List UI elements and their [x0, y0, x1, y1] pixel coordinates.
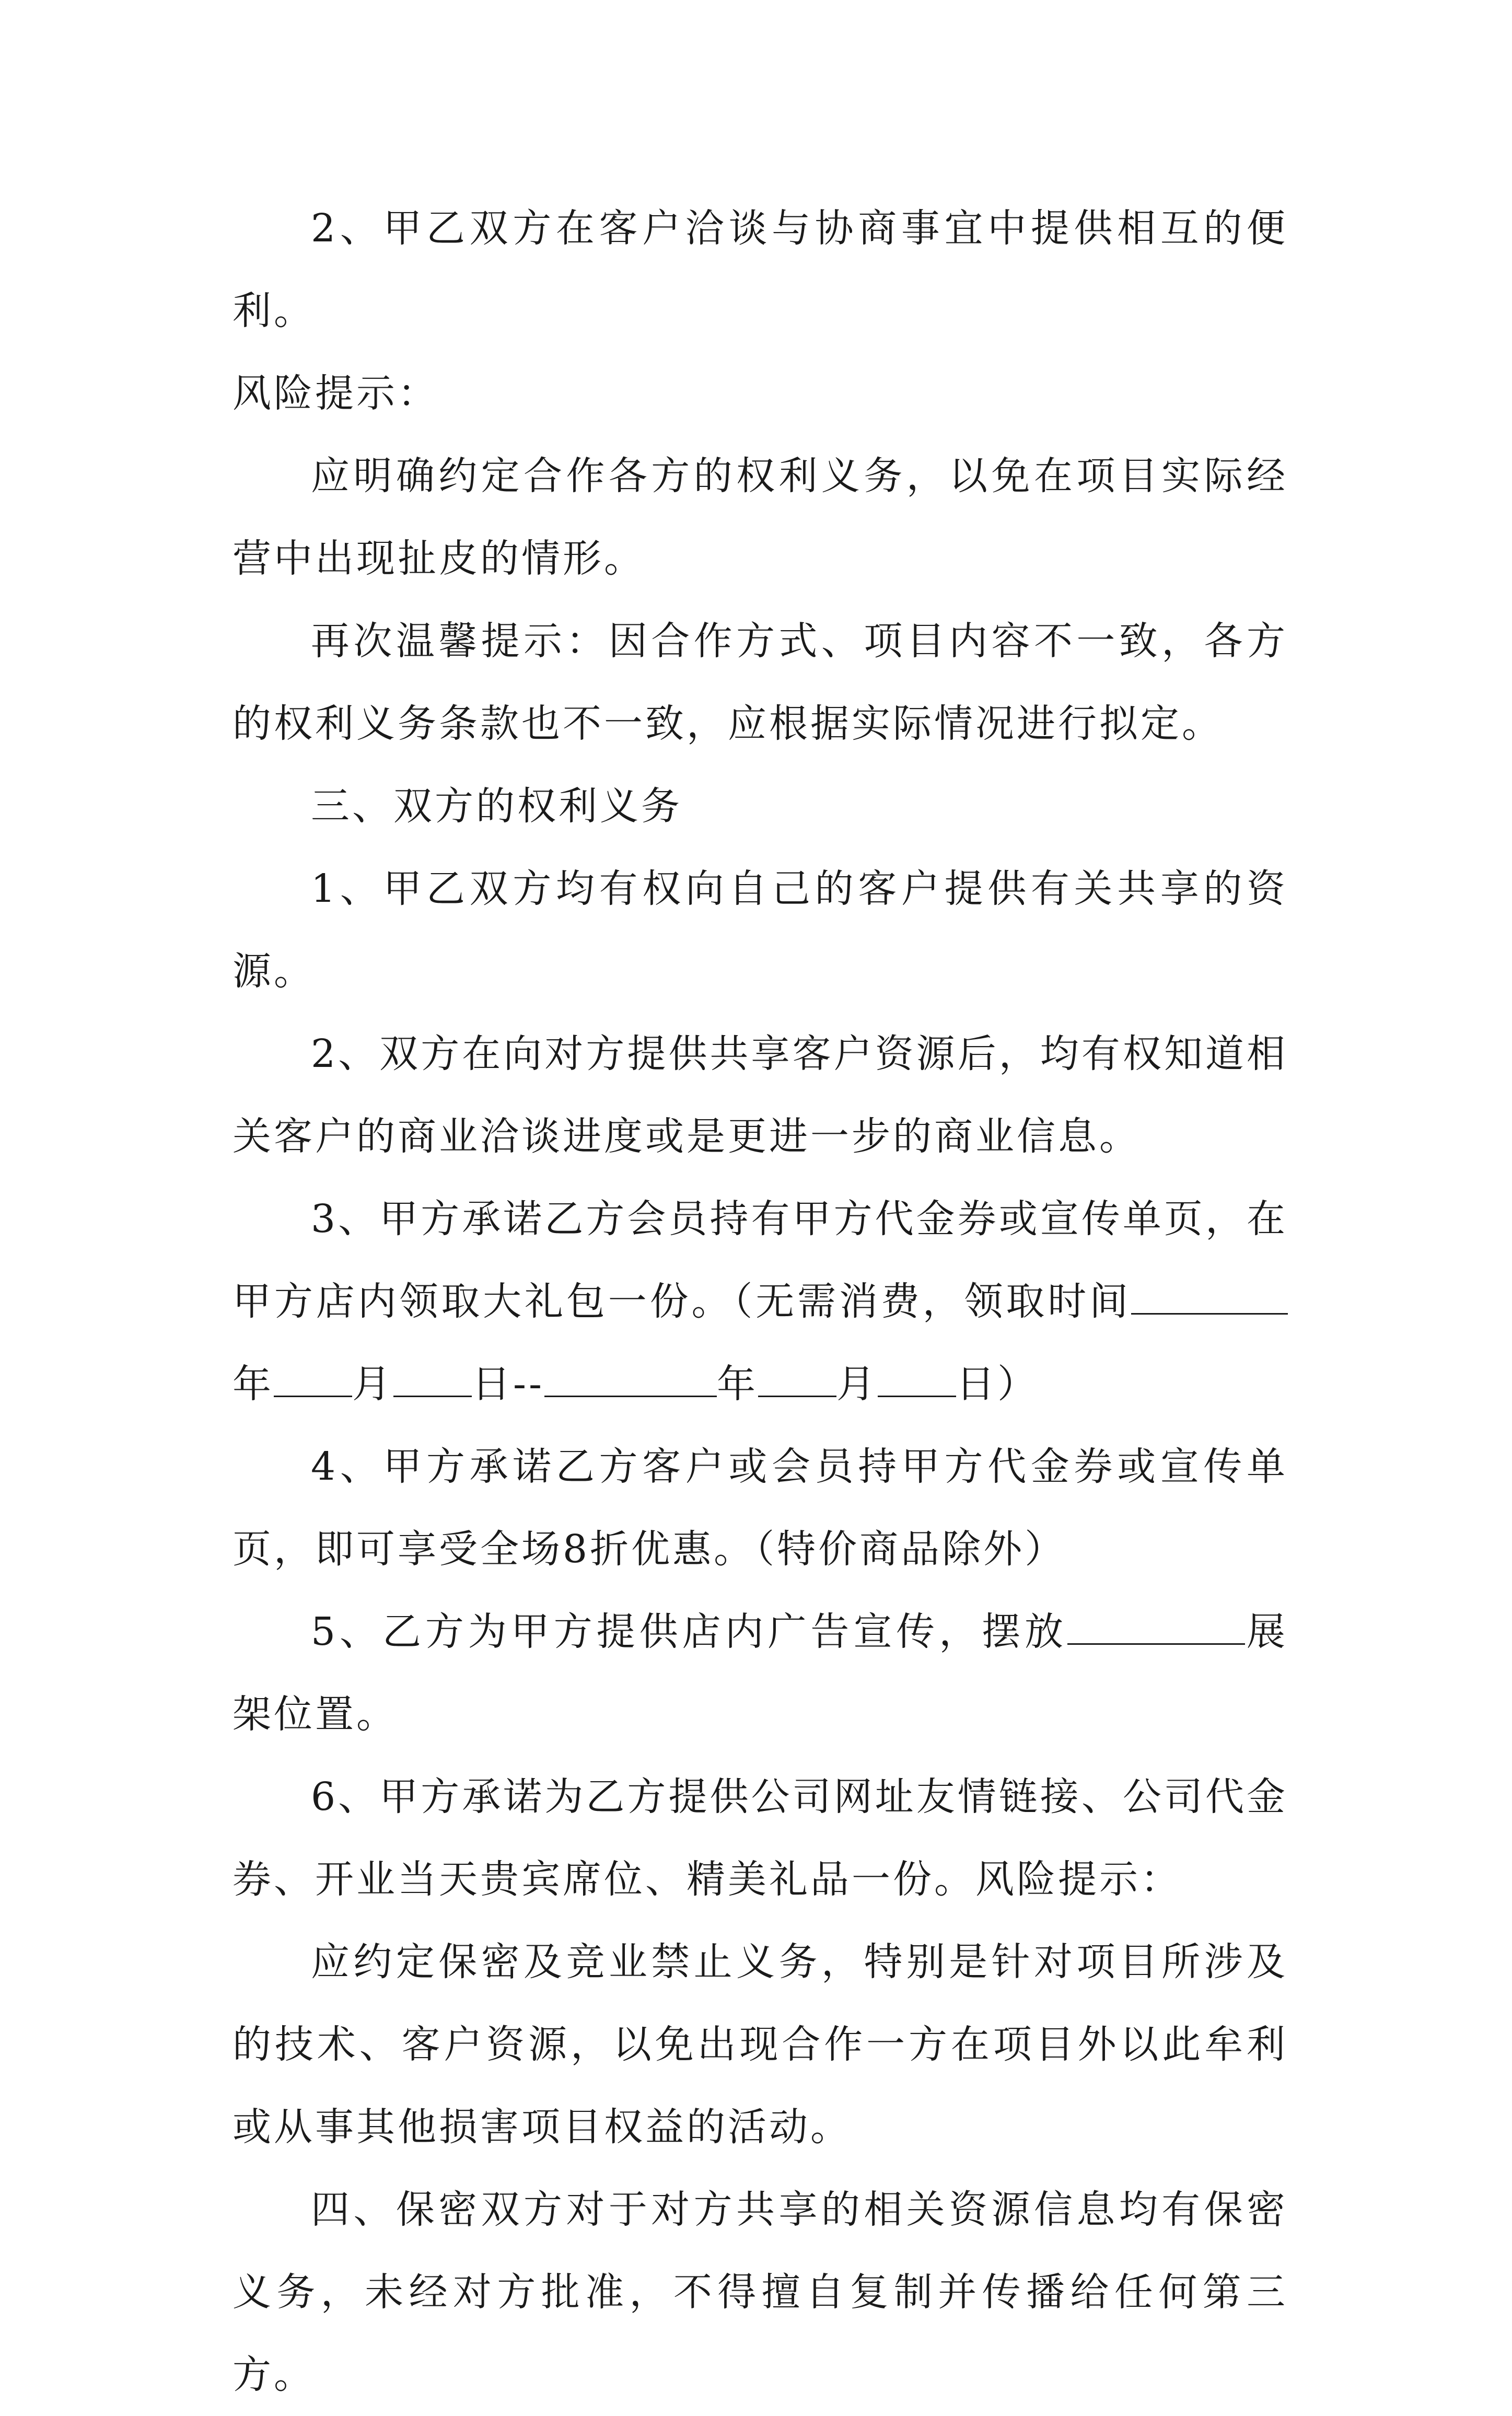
paragraph-rights-3: [232, 1178, 1288, 1425]
paragraph-rights-6: 6、甲方承诺为乙方提供公司网址友情链接、公司代金券、开业当天贵宾席位、精美礼品一份。风险提示：: [232, 1774, 1288, 1902]
paragraph-rights-5: [232, 1590, 1288, 1756]
blank-time-start: [1131, 1276, 1288, 1315]
label-day-1: 日--: [472, 1362, 545, 1407]
rights-5-tail: 展架位置。: [232, 1609, 1288, 1737]
paragraph-risk-rights: 应明确约定合作各方的权利义务，以免在项目实际经营中出现扯皮的情形。: [232, 454, 1288, 581]
paragraph-risk-heading: 风险提示：: [232, 371, 439, 416]
rights-3-text: 3、甲方承诺乙方会员持有甲方代金券或宣传单页，在甲方店内领取大礼包一份。（无需消费，领取时间: [232, 1197, 1288, 1324]
label-month-2: 月: [836, 1362, 878, 1407]
paragraph-rights-4: 4、甲方承诺乙方客户或会员持甲方代金券或宣传单页，即可享受全场8折优惠。（特价商品除外）: [232, 1444, 1288, 1572]
rights-5-text: 5、乙方为甲方提供店内广告宣传，摆放: [311, 1609, 1068, 1654]
label-year-2: 年: [717, 1362, 759, 1407]
label-month-1: 月: [352, 1362, 393, 1407]
label-day-2: 日）: [956, 1362, 1039, 1407]
blank-year-2: [544, 1359, 717, 1397]
document-body: [232, 187, 1288, 2416]
paragraph-reminder: 再次温馨提示：因合作方式、项目内容不一致，各方的权利义务条款也不一致，应根据实际情况进行拟定。: [232, 619, 1288, 746]
label-year-1: 年: [232, 1362, 274, 1407]
paragraph-rights-2: 2、双方在向对方提供共享客户资源后，均有权知道相关客户的商业洽谈进度或是更进一步的商业信息。: [232, 1031, 1288, 1159]
blank-day-2: [878, 1359, 956, 1397]
section-heading-rights: 三、双方的权利义务: [311, 784, 682, 829]
blank-day-1: [393, 1359, 472, 1397]
blank-month-2: [758, 1359, 836, 1397]
section-confidentiality: 四、保密双方对于对方共享的相关资源信息均有保密义务，未经对方批准，不得擅自复制并传播给任何第三方。: [232, 2187, 1288, 2397]
blank-month-1: [274, 1359, 352, 1397]
paragraph-rights-1: 1、甲乙双方均有权向自己的客户提供有关共享的资源。: [232, 866, 1288, 994]
blank-display-stand: [1067, 1607, 1245, 1645]
paragraph-clause-2-convenience: 2、甲乙双方在客户洽谈与协商事宜中提供相互的便利。: [232, 206, 1288, 333]
paragraph-risk-confidentiality: 应约定保密及竞业禁止义务，特别是针对项目所涉及的技术、客户资源，以免出现合作一方在项目外以此牟利或从事其他损害项目权益的活动。: [232, 1939, 1288, 2150]
